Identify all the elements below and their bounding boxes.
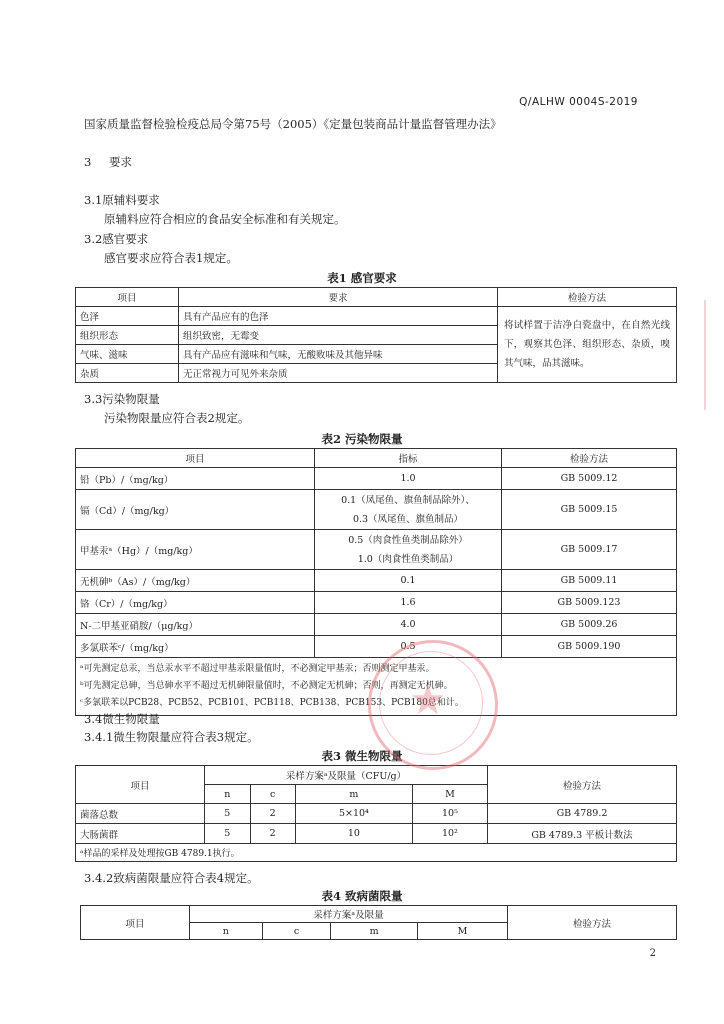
table-cell: 具有产品应有滋味和气味，无酸败味及其他异味	[179, 345, 498, 364]
table-cell: 甲基汞ᵃ（Hg）/（mg/kg）	[76, 530, 315, 570]
section-3-2-text: 感官要求应符合表1规定。	[104, 251, 238, 265]
table-header: 项目	[76, 449, 315, 468]
table-cell: 0.5	[315, 636, 502, 658]
table-cell: 无机砷ᵇ（As）/（mg/kg）	[76, 570, 315, 592]
table-cell: 10²	[412, 824, 487, 844]
table-subheader: c	[262, 923, 331, 940]
table-3-caption: 表3 微生物限量	[321, 749, 403, 763]
table-cell: 色泽	[76, 307, 179, 326]
reference-line: 国家质量监督检验检疫总局令第75号（2005）《定量包装商品计量监督管理办法》	[84, 117, 502, 131]
seal-star-icon: ★	[409, 675, 447, 724]
table-cell: GB 5009.12	[502, 468, 677, 490]
section-3-3-heading: 3.3污染物限量	[84, 392, 160, 406]
section-number: 3	[84, 155, 92, 169]
table-cell	[315, 490, 502, 530]
table-cell: 2	[250, 824, 295, 844]
limit-line: 0.3（凤尾鱼、旗鱼制品）	[352, 513, 464, 525]
inspection-method: 将试样置于洁净白瓷盘中，在自然光线下，观察其色泽、组织形态、杂质，嗅其气味，品其滋味。	[498, 307, 677, 383]
table-header: 项目	[76, 766, 205, 804]
table-cell: 2	[250, 804, 295, 824]
table-header: 检验方法	[508, 906, 677, 940]
table-subheader: m	[295, 785, 412, 804]
table-cell: 组织形态	[76, 326, 179, 345]
table-cell: GB 4789.3 平板计数法	[488, 824, 677, 844]
table-header: 项目	[76, 288, 179, 307]
footnote: ᵃ可先测定总汞，当总汞水平不超过甲基汞限量值时，不必测定甲基汞；否则测定甲基汞。	[80, 664, 435, 674]
table-cell: 组织致密，无霉变	[179, 326, 498, 345]
table-cell: 大肠菌群	[76, 824, 205, 844]
table-cell: 铬（Cr）/（mg/kg）	[76, 592, 315, 614]
table-header: 要求	[179, 288, 498, 307]
table-header: 检验方法	[502, 449, 677, 468]
table-header: 检验方法	[488, 766, 677, 804]
section-3-1-heading: 3.1原辅料要求	[84, 193, 160, 207]
section-3-4-2-text: 3.4.2致病菌限量应符合表4规定。	[84, 871, 259, 885]
table-cell: GB 5009.11	[502, 570, 677, 592]
table-subheader: n	[190, 923, 263, 940]
table-cell: 具有产品应有的色泽	[179, 307, 498, 326]
page-number: 2	[649, 948, 656, 959]
table-cell: GB 5009.190	[502, 636, 677, 658]
pathogen-table	[80, 905, 677, 940]
section-3-3-text: 污染物限量应符合表2规定。	[104, 411, 250, 425]
section-title: 要求	[108, 155, 132, 169]
table-cell	[315, 530, 502, 570]
sensory-table	[75, 287, 677, 383]
table-cell: 5	[205, 824, 251, 844]
table-cell: 1.0	[315, 468, 502, 490]
table-cell: GB 5009.123	[502, 592, 677, 614]
table-cell: 4.0	[315, 614, 502, 636]
table-cell: GB 4789.2	[488, 804, 677, 824]
table-cell: 杂质	[76, 364, 179, 383]
table-header: 项目	[81, 906, 190, 940]
table-2-caption: 表2 污染物限量	[321, 432, 403, 446]
limit-line: 0.1（凤尾鱼、旗鱼制品除外）、	[341, 494, 475, 506]
binding-edge-mark	[704, 300, 724, 410]
table-cell: 5	[205, 804, 251, 824]
company-seal	[368, 640, 498, 770]
table-subheader: c	[250, 785, 295, 804]
table-cell: 铅（Pb）/（mg/kg）	[76, 468, 315, 490]
document-id: Q/ALHW 0004S-2019	[519, 96, 638, 108]
table-subheader: n	[205, 785, 251, 804]
table-subheader: M	[412, 785, 487, 804]
table-header: 检验方法	[498, 288, 677, 307]
table-cell: GB 5009.26	[502, 614, 677, 636]
table-cell: 无正常视力可见外来杂质	[179, 364, 498, 383]
table-cell: 10⁵	[412, 804, 487, 824]
footnote: ᵇ可先测定总砷，当总砷水平不超过无机砷限量值时，不必测定无机砷；否则，再测定无机砷。	[80, 681, 453, 691]
table-note: ᵃ样品的采样及处理按GB 4789.1执行。	[76, 844, 677, 862]
table-cell: 多氯联苯ᶜ/（mg/kg）	[76, 636, 315, 658]
section-3-4-heading: 3.4微生物限量	[84, 712, 160, 726]
table-header: 采样方案ᵃ及限量（CFU/g）	[205, 766, 488, 785]
table-cell: N-二甲基亚硝胺/（μg/kg）	[76, 614, 315, 636]
table-cell: 5×10⁴	[295, 804, 412, 824]
limit-line: 1.0（肉食性鱼类制品）	[357, 553, 459, 565]
section-3-4-1-text: 3.4.1微生物限量应符合表3规定。	[84, 730, 259, 744]
section-3-2-heading: 3.2感官要求	[84, 232, 149, 246]
table-cell: 10	[295, 824, 412, 844]
section-3-heading	[84, 154, 132, 170]
table-subheader: m	[331, 923, 417, 940]
table-cell: 1.6	[315, 592, 502, 614]
section-3-1-text: 原辅料应符合相应的食品安全标准和有关规定。	[104, 212, 346, 226]
table-cell: 镉（Cd）/（mg/kg）	[76, 490, 315, 530]
table-1-caption: 表1 感官要求	[327, 271, 397, 285]
table-4-caption: 表4 致病菌限量	[321, 889, 403, 903]
table-cell: GB 5009.15	[502, 490, 677, 530]
table-header: 指标	[315, 449, 502, 468]
table-cell: 气味、滋味	[76, 345, 179, 364]
limit-line: 0.5（肉食性鱼类制品除外）	[348, 534, 468, 546]
microbial-table	[75, 765, 677, 862]
table-cell: GB 5009.17	[502, 530, 677, 570]
table-subheader: M	[417, 923, 507, 940]
table-header: 采样方案ᵃ及限量	[190, 906, 508, 923]
table-cell: 菌落总数	[76, 804, 205, 824]
footnote: ᶜ多氯联苯以PCB28、PCB52、PCB101、PCB118、PCB138、PCB153、PCB180总和计。	[80, 698, 464, 708]
table-cell: 0.1	[315, 570, 502, 592]
